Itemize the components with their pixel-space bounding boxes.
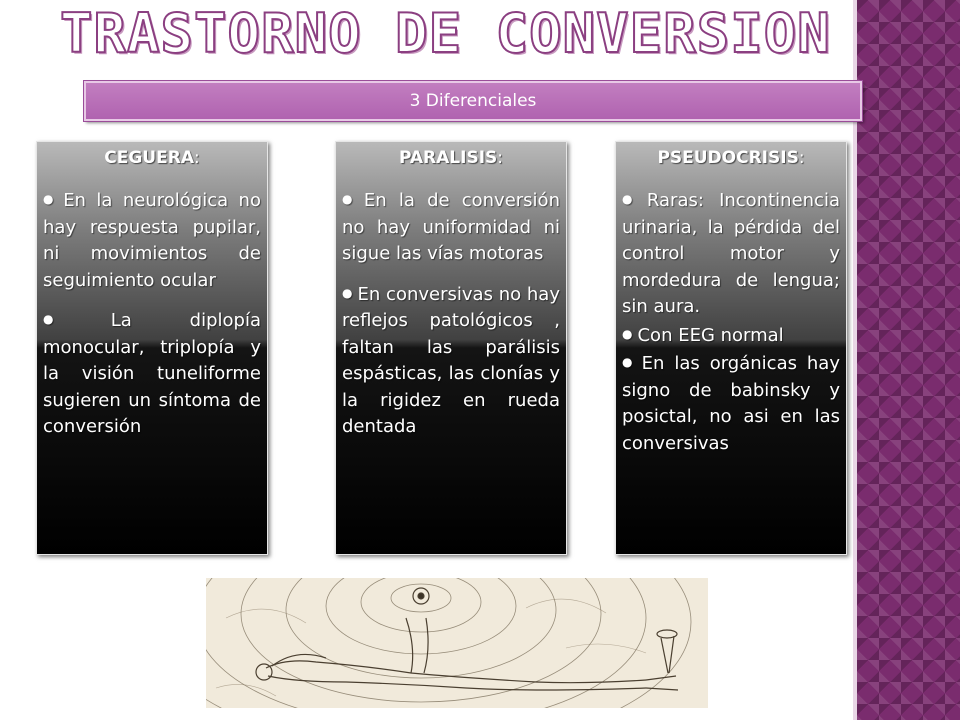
card-heading <box>342 148 560 168</box>
card-heading-text: PARALISIS <box>398 148 498 168</box>
bullet-item <box>622 349 840 457</box>
bullet-text: En la neurológica no hay respuesta pupilar, ni movimientos de seguimiento ocular <box>43 190 261 291</box>
bullet-item <box>342 280 560 441</box>
card-heading-text: PSEUDOCRISIS <box>657 148 799 168</box>
bullet-dot-icon: ● <box>622 326 633 341</box>
conversion-illustration <box>206 578 708 708</box>
bullet-dot-icon: ● <box>43 192 59 206</box>
bullet-dot-icon: ● <box>622 192 642 206</box>
card-ceguera <box>36 141 268 555</box>
bullet-text: Con EEG normal <box>637 324 784 346</box>
card-heading-text: CEGUERA <box>104 148 194 168</box>
bullet-item <box>622 321 840 350</box>
bullet-text: En las orgánicas hay signo de babinsky y posictal, no asi en las conversivas <box>622 353 840 454</box>
side-decorative-band <box>857 0 960 720</box>
bullet-item <box>622 186 840 321</box>
card-heading <box>622 148 840 168</box>
bullet-text: La diplopía monocular, triplopía y la visión tuneliforme sugieren un síntoma de conversión <box>43 310 261 437</box>
bullet-dot-icon: ● <box>342 192 359 206</box>
card-pseudocrisis <box>615 141 847 555</box>
bullet-dot-icon: ● <box>622 355 637 369</box>
card-heading-colon: : <box>798 148 805 168</box>
slide-title: TRASTORNO DE CONVERSION <box>60 2 831 65</box>
bullet-item <box>43 186 261 294</box>
bullet-dot-icon: ● <box>342 285 353 300</box>
illustration-sketch <box>206 578 708 708</box>
card-heading-colon: : <box>497 148 503 168</box>
bullet-item <box>43 306 261 441</box>
card-heading <box>43 148 261 168</box>
bullet-text: Raras: Incontinencia urinaria, la pérdida del control motor y mordedura de lengua; sin aura. <box>622 190 840 317</box>
bullet-text: En la de conversión no hay uniformidad ni sigue las vías motoras <box>342 190 560 264</box>
card-paralisis <box>335 141 567 555</box>
card-heading-colon: : <box>193 148 200 168</box>
bullet-dot-icon: ● <box>43 312 106 326</box>
bullet-item <box>342 186 560 268</box>
subtitle-banner: 3 Diferenciales <box>84 81 862 121</box>
bullet-text: En conversivas no hay reflejos patológicos , faltan las parálisis espásticas, las clonías y la rigidez en rueda dentada <box>342 283 560 437</box>
